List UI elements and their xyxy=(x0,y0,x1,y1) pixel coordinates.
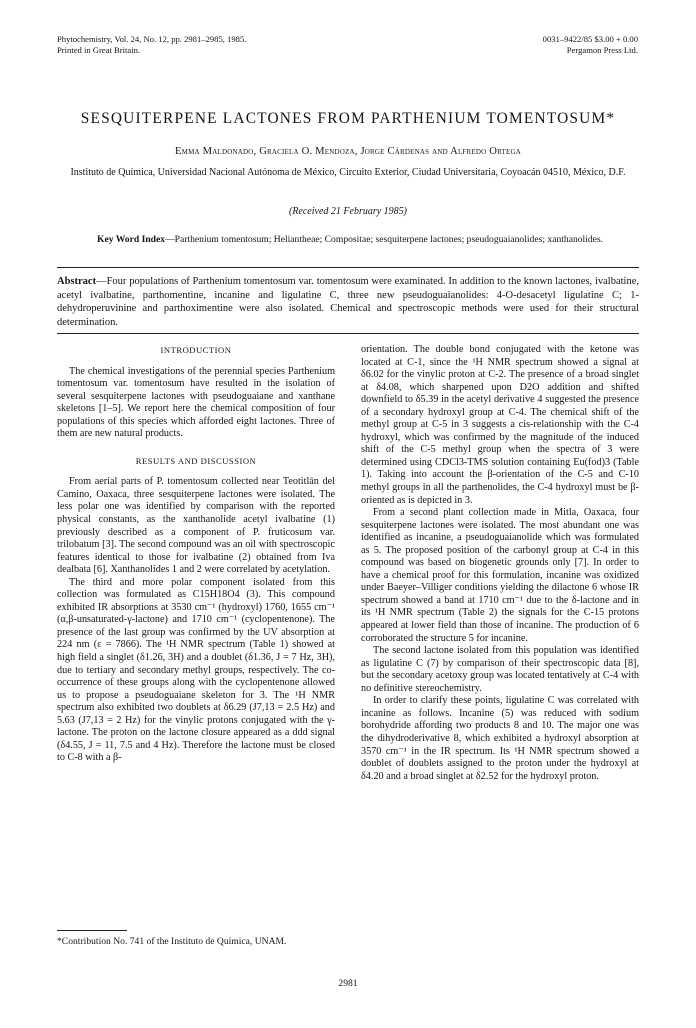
journal-citation-line: Phytochemistry, Vol. 24, No. 12, pp. 2981–2985, 1985. xyxy=(57,34,247,44)
publisher-line: Pergamon Press Ltd. xyxy=(566,45,638,55)
affiliation: Instituto de Química, Universidad Nacional Autónoma de México, Circuito Exterior, Ciudad Universitaria, Coyoacán 04510, México, D.F. xyxy=(70,167,626,178)
publisher-info xyxy=(543,34,638,56)
right-paragraph-3: The second lactone isolated from this population was identified as ligulatine C (7) by comparison of their spectroscopic data [8], but the secondary acetoxy group was located tentatively at C-4 with no definitive stereochemistry. xyxy=(361,645,639,694)
right-column xyxy=(361,344,639,783)
paper-title: SESQUITERPENE LACTONES FROM PARTHENIUM TOMENTOSUM* xyxy=(80,110,616,127)
section-heading-results: RESULTS AND DISCUSSION xyxy=(135,455,257,466)
right-paragraph-1: orientation. The double bond conjugated with the ketone was located at C-1, since the ¹H NMR spectrum showed a signal at δ6.02 for the vinylic proton at C-2. The presence of a broad singlet at δ4.08, which sharpened upon D2O addition and shifted downfield to δ5.39 in the acetyl derivative 4 suggested the presence of a secondary hydroxyl group at C-4. The chemical shift of the methyl group at C-5 in 3 suggests a cis-relationship with the C-4 hydroxyl, which was confirmed by the magnitude of the induced shift of the C-5 methyl group when the spectra of 3 were determined using CDCl3-TMS solution containing Eu(fod)3 (Table 1). Taking into account the β-orientation of the C-5 and C-10 methyl groups in all the parthenolides, the C-4 hydroxyl must be β-oriented as is depicted in 3. xyxy=(361,344,639,506)
section-heading-introduction: INTRODUCTION xyxy=(160,345,232,355)
issn-price-line: 0031–9422/85 $3.00 + 0.00 xyxy=(542,34,638,44)
results-paragraph-2: The third and more polar component isolated from this collection was formulated as C15H18O4 (3). This compound exhibited IR absorptions at 3530 cm⁻¹ (hydroxyl) 1760, 1655 cm⁻¹ (α,β-unsaturated-γ-lactone) and 1710 cm⁻¹ (cyclopentenone). The presence of the last group was confirmed by the UV absorption at 224 nm (ε = 7866). The ¹H NMR spectrum (Table 1) showed at high field a singlet (δ1.26, 3H) and a doublet (δ1.36, J = 7 Hz, 3H), due to tertiary and secondary methyl groups, respectively. The co-occurrence of these groups along with the cyclopentenone allowed us to propose a pseudoguaiane skeleton for 3. The ¹H NMR spectrum also exhibited two doublets at δ6.29 (J7,13 = 2.5 Hz) and 5.63 (J7,13 = 2 Hz) for the vinylic protons conjugated with the γ-lactone. The proton on the lactone closure appeared as a ddd signal (δ4.55, J = 11, 7.5 and 4 Hz). Therefore the lactone must be closed to C-8 with a β- xyxy=(57,576,335,764)
abstract xyxy=(57,275,639,329)
page-number: 2981 xyxy=(338,978,358,989)
intro-paragraph: The chemical investigations of the perennial species Parthenium tomentosum var. tomentosum have resulted in the isolation of several sesquiterpene lactones with pseudoguaiane and xanthane skeletons [1–5]. We report here the chemical composition of four populations of this species which afforded eight lactones. Three of them are new natural products. xyxy=(57,365,335,440)
left-column xyxy=(57,344,335,765)
keyword-text: —Parthenium tomentosum; Heliantheae; Compositae; sesquiterpene lactones; pseudoguaianolides; xanthanolides. xyxy=(165,234,604,245)
received-date: (Received 21 February 1985) xyxy=(288,206,407,217)
keyword-label: Key Word Index xyxy=(97,234,166,245)
abstract-label: Abstract xyxy=(57,276,97,287)
author-list: Emma Maldonado, Graciela O. Mendoza, Jorge Cárdenas and Alfredo Ortega xyxy=(175,146,521,157)
footnote: *Contribution No. 741 of the Instituto de Química, UNAM. xyxy=(57,936,287,947)
abstract-top-rule xyxy=(57,267,639,268)
footnote-rule xyxy=(57,930,127,931)
results-paragraph-1: From aerial parts of P. tomentosum collected near Teotitlán del Camino, Oaxaca, three sesquiterpene lactones were isolated. The less polar one was identified by comparison with the reported physical constants, as the xanthanolide acetyl ivalbatine (1) previously described as a component of P. fruticosum var. trilobatum [3]. The second compound was an oil with spectroscopic features identical to those for ivalbatine (2) obtained from Iva dealbata [6]. Xanthanolides 1 and 2 were correlated by acetylation. xyxy=(57,476,335,576)
abstract-bottom-rule xyxy=(57,333,639,334)
right-paragraph-2: From a second plant collection made in Mitla, Oaxaca, four sesquiterpene lactones were isolated. The most abundant one was identified as incanine, a pseudoguaianolide which was formulated as 5. The proposed position of the carbonyl group at C-4 in this compound was based on biogenetic grounds only [7]. In order to have a chemical proof for this formulation, incanine was oxidized under Baeyer–Villiger conditions yielding the dilactone 6 whose IR spectrum showed a band at 1710 cm⁻¹ due to the δ-lactone and in its ¹H NMR spectrum (Table 2) the signals for the C-15 protons appeared at lower field than those of incanine. The production of 6 corroborated the structure 5 for incanine. xyxy=(361,507,639,644)
keyword-index xyxy=(97,233,627,246)
right-paragraph-4: In order to clarify these points, ligulatine C was correlated with incanine as follows. Incanine (5) was reduced with sodium borohydride affording two products 8 and 10. The major one was the dihydroderivative 8, which exhibited a hydroxyl absorption at 3570 cm⁻¹ in the IR spectrum. Its ¹H NMR spectrum showed a doublet of doublets assigned to the proton under the hydroxyl at δ4.20 and a broad singlet at δ2.52 for the hydroxyl proton. xyxy=(361,695,639,782)
printed-in-line: Printed in Great Britain. xyxy=(57,45,141,55)
journal-citation xyxy=(57,34,246,56)
abstract-text: —Four populations of Parthenium tomentosum var. tomentosum were examinated. In addition to the known lactones, ivalbatine, acetyl ivalbatine, parthomentine, incanine and ligulatine C, three new pseudoguaianolides: 4-O-desacetyl ligulatine C; 1-dehydroperuvinine and parthoximentine were also isolated. Chemical and spectroscopic methods were used for their structural determination. xyxy=(57,276,639,328)
